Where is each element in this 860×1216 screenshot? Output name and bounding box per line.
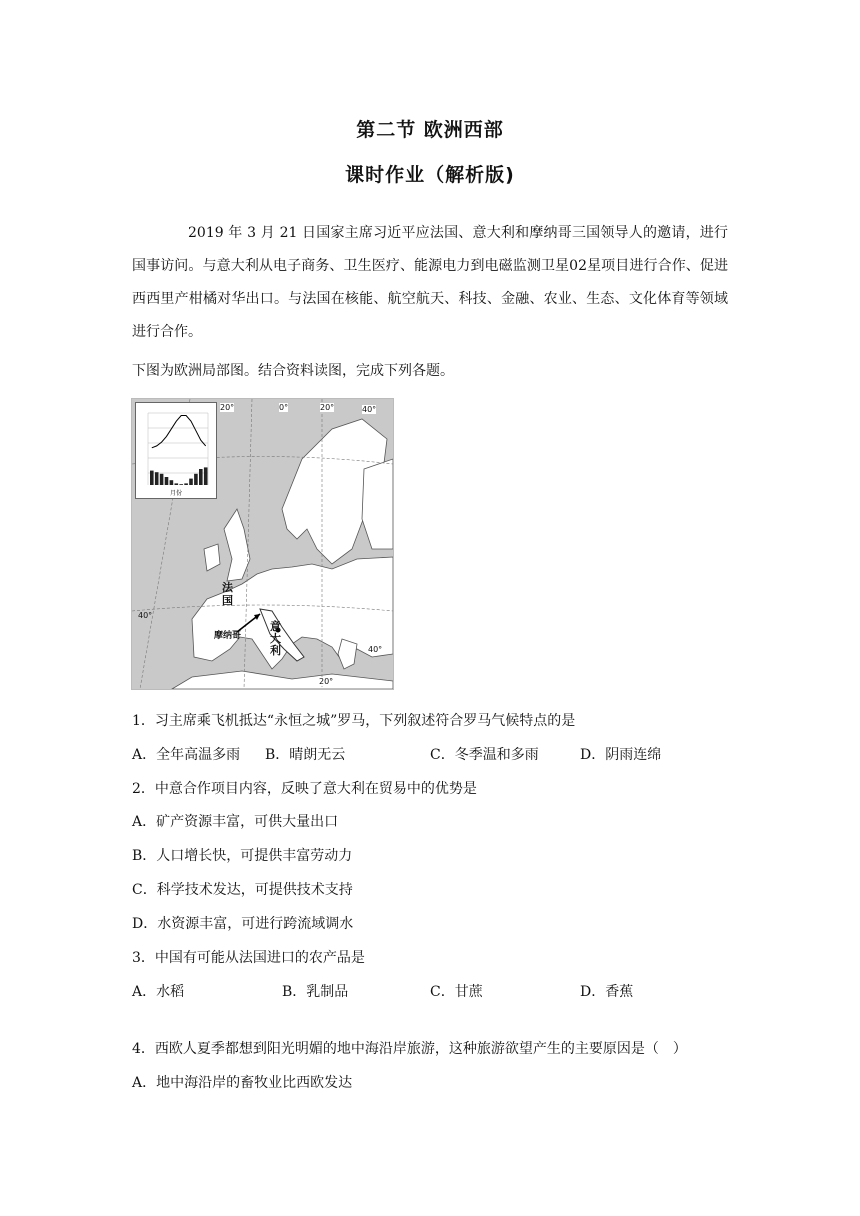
climate-chart xyxy=(135,402,217,499)
lat-label-right: 40° xyxy=(368,645,383,654)
q1-option-d[interactable]: D．阴雨连绵 xyxy=(580,747,662,763)
q2-option-a[interactable]: A．矿产资源丰富，可供大量出口 xyxy=(132,814,339,830)
precipitation-bar xyxy=(165,477,169,485)
q2-option-d[interactable]: D．水资源丰富，可进行跨流域调水 xyxy=(132,916,354,932)
q3-option-c[interactable]: C．甘蔗 xyxy=(430,984,483,1000)
q2-option-c[interactable]: C．科学技术发达，可提供技术支持 xyxy=(132,882,353,898)
lat-label-left: 40° xyxy=(138,611,153,620)
precipitation-bar xyxy=(175,483,179,485)
question-2-stem: 2．中意合作项目内容，反映了意大利在贸易中的优势是 xyxy=(132,781,477,797)
precipitation-bars xyxy=(150,467,208,485)
precipitation-bar xyxy=(194,474,198,485)
climate-month-label: 月份 xyxy=(169,490,183,497)
precipitation-bar xyxy=(184,483,188,485)
precipitation-bar xyxy=(170,480,174,485)
q1-option-a[interactable]: A．全年高温多雨 xyxy=(132,747,241,763)
label-france: 法国 xyxy=(222,581,233,607)
intro-text: 2019 年 3 月 21 日国家主席习近平应法国、意大利和摩纳哥三国领导人的邀请，进行国事访问。与意大利从电子商务、卫生医疗、能源电力到电磁监测卫星02星项目进行合作、促进西西里产柑橘对华出口。与法国在核能、航空航天、科技、金融、农业、生态、文化体育等领域进行合作。 xyxy=(132,225,728,340)
label-italy: 意大利 xyxy=(270,620,281,657)
q2-option-b[interactable]: B．人口增长快，可提供丰富劳动力 xyxy=(132,848,353,864)
precipitation-bar xyxy=(179,484,183,485)
intro-paragraph xyxy=(132,217,728,349)
instruction-text: 下图为欧洲局部图。结合资料读图，完成下列各题。 xyxy=(132,363,454,379)
page-subtitle: 课时作业（解析版) xyxy=(345,164,515,186)
europe-map xyxy=(131,398,394,690)
precipitation-bar xyxy=(204,467,208,485)
page-title: 第二节 欧洲西部 xyxy=(356,119,504,141)
lon-label-3: 20° xyxy=(320,403,335,412)
q1-option-c[interactable]: C．冬季温和多雨 xyxy=(430,747,539,763)
question-1-stem: 1．习主席乘飞机抵达“永恒之城”罗马，下列叙述符合罗马气候特点的是 xyxy=(132,713,576,729)
precipitation-bar xyxy=(155,472,159,485)
lon-label-4: 40° xyxy=(362,405,377,414)
lon-label-2: 0° xyxy=(279,403,289,412)
question-4-stem: 4．西欧人夏季都想到阳光明媚的地中海沿岸旅游，这种旅游欲望产生的主要原因是（ ） xyxy=(132,1041,687,1057)
lon-label-bottom: 20° xyxy=(319,677,334,686)
lon-label-1: 20° xyxy=(220,403,235,412)
precipitation-bar xyxy=(199,469,203,485)
q4-option-a[interactable]: A．地中海沿岸的畜牧业比西欧发达 xyxy=(132,1075,353,1091)
question-3-stem: 3．中国有可能从法国进口的农产品是 xyxy=(132,950,365,966)
q3-option-b[interactable]: B．乳制品 xyxy=(282,984,349,1000)
q3-option-d[interactable]: D．香蕉 xyxy=(580,984,634,1000)
q1-option-b[interactable]: B．晴朗无云 xyxy=(265,747,346,763)
precipitation-bar xyxy=(189,479,193,485)
q3-option-a[interactable]: A．水稻 xyxy=(132,984,185,1000)
precipitation-bar xyxy=(160,474,164,485)
precipitation-bar xyxy=(150,471,154,485)
label-monaco: 摩纳哥 xyxy=(214,631,242,641)
